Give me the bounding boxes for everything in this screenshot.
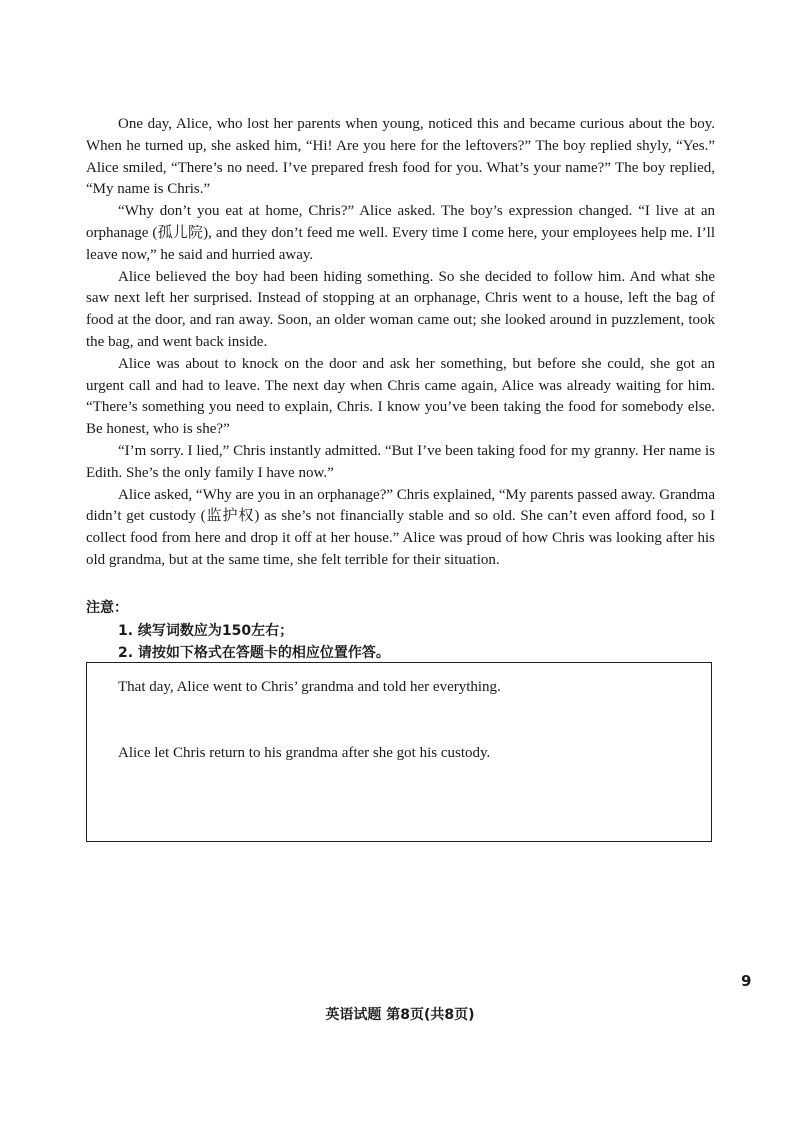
story-paragraph-4: Alice was about to knock on the door and ask her something, but before she could, she got an urgent call and had to leave. The next day when Chris came again, Alice was already waiting for him. “There’s something you need to explain, Chris. I know you’ve been taking the food for somebody else. Be honest, who is she?”: [86, 355, 715, 438]
story-paragraph-3: Alice believed the boy had been hiding something. So she decided to follow him. And what she saw next left her surprised. Instead of stopping at an orphanage, Chris went to a house, left the bag of food at the door, and ran away. Soon, an older woman came out; she looked around in puzzlement, took the bag, and went back inside.: [86, 268, 715, 350]
story-paragraph-1: One day, Alice, who lost her parents when young, noticed this and became curious about the boy. When he turned up, she asked him, “Hi! Are you here for the leftovers?” The boy replied shyly, “Yes.” Alice smiled, “There’s no need. I’ve prepared fresh food for you. What’s your name?” The boy replied, “My name is Chris.”: [86, 116, 715, 198]
second-paragraph-opening: Alice let Chris return to his grandma after she got his custody.: [118, 745, 491, 761]
page-footer: 英语试题 第8页(共8页): [325, 1007, 475, 1023]
note-item-1: 1. 续写词数应为150左右；: [118, 623, 294, 639]
story-paragraph-6: Alice asked, “Why are you in an orphanage?” Chris explained, “My parents passed away. Grandma didn’t get custody (监护权) as she’s not financially stable and so old. She can’t even afford food, so I collect food from here and drop it off at her house.” Alice was proud of how Chris was looking after his old grandma, but at the same time, she felt terrible for their situation.: [86, 486, 715, 568]
answer-box: [86, 662, 712, 842]
notes-title: 注意：: [86, 600, 128, 616]
story-paragraph-2: “Why don’t you eat at home, Chris?” Alice asked. The boy’s expression changed. “I live at an orphanage (孤儿院), and they don’t feed me well. Every time I come here, your employees help me. I’ll leave now,” he said and hurried away.: [86, 203, 715, 263]
first-paragraph-opening: That day, Alice went to Chris’ grandma and told her everything.: [118, 679, 501, 695]
story-paragraph-5: “I’m sorry. I lied,” Chris instantly admitted. “But I’ve been taking food for my granny. Her name is Edith. She’s the only family I have now.”: [86, 442, 715, 481]
notes-list: [118, 620, 390, 664]
note-item-2: 2. 请按如下格式在答题卡的相应位置作答。: [118, 645, 390, 661]
story-text: [86, 114, 715, 572]
page-mark: 9: [741, 972, 752, 990]
